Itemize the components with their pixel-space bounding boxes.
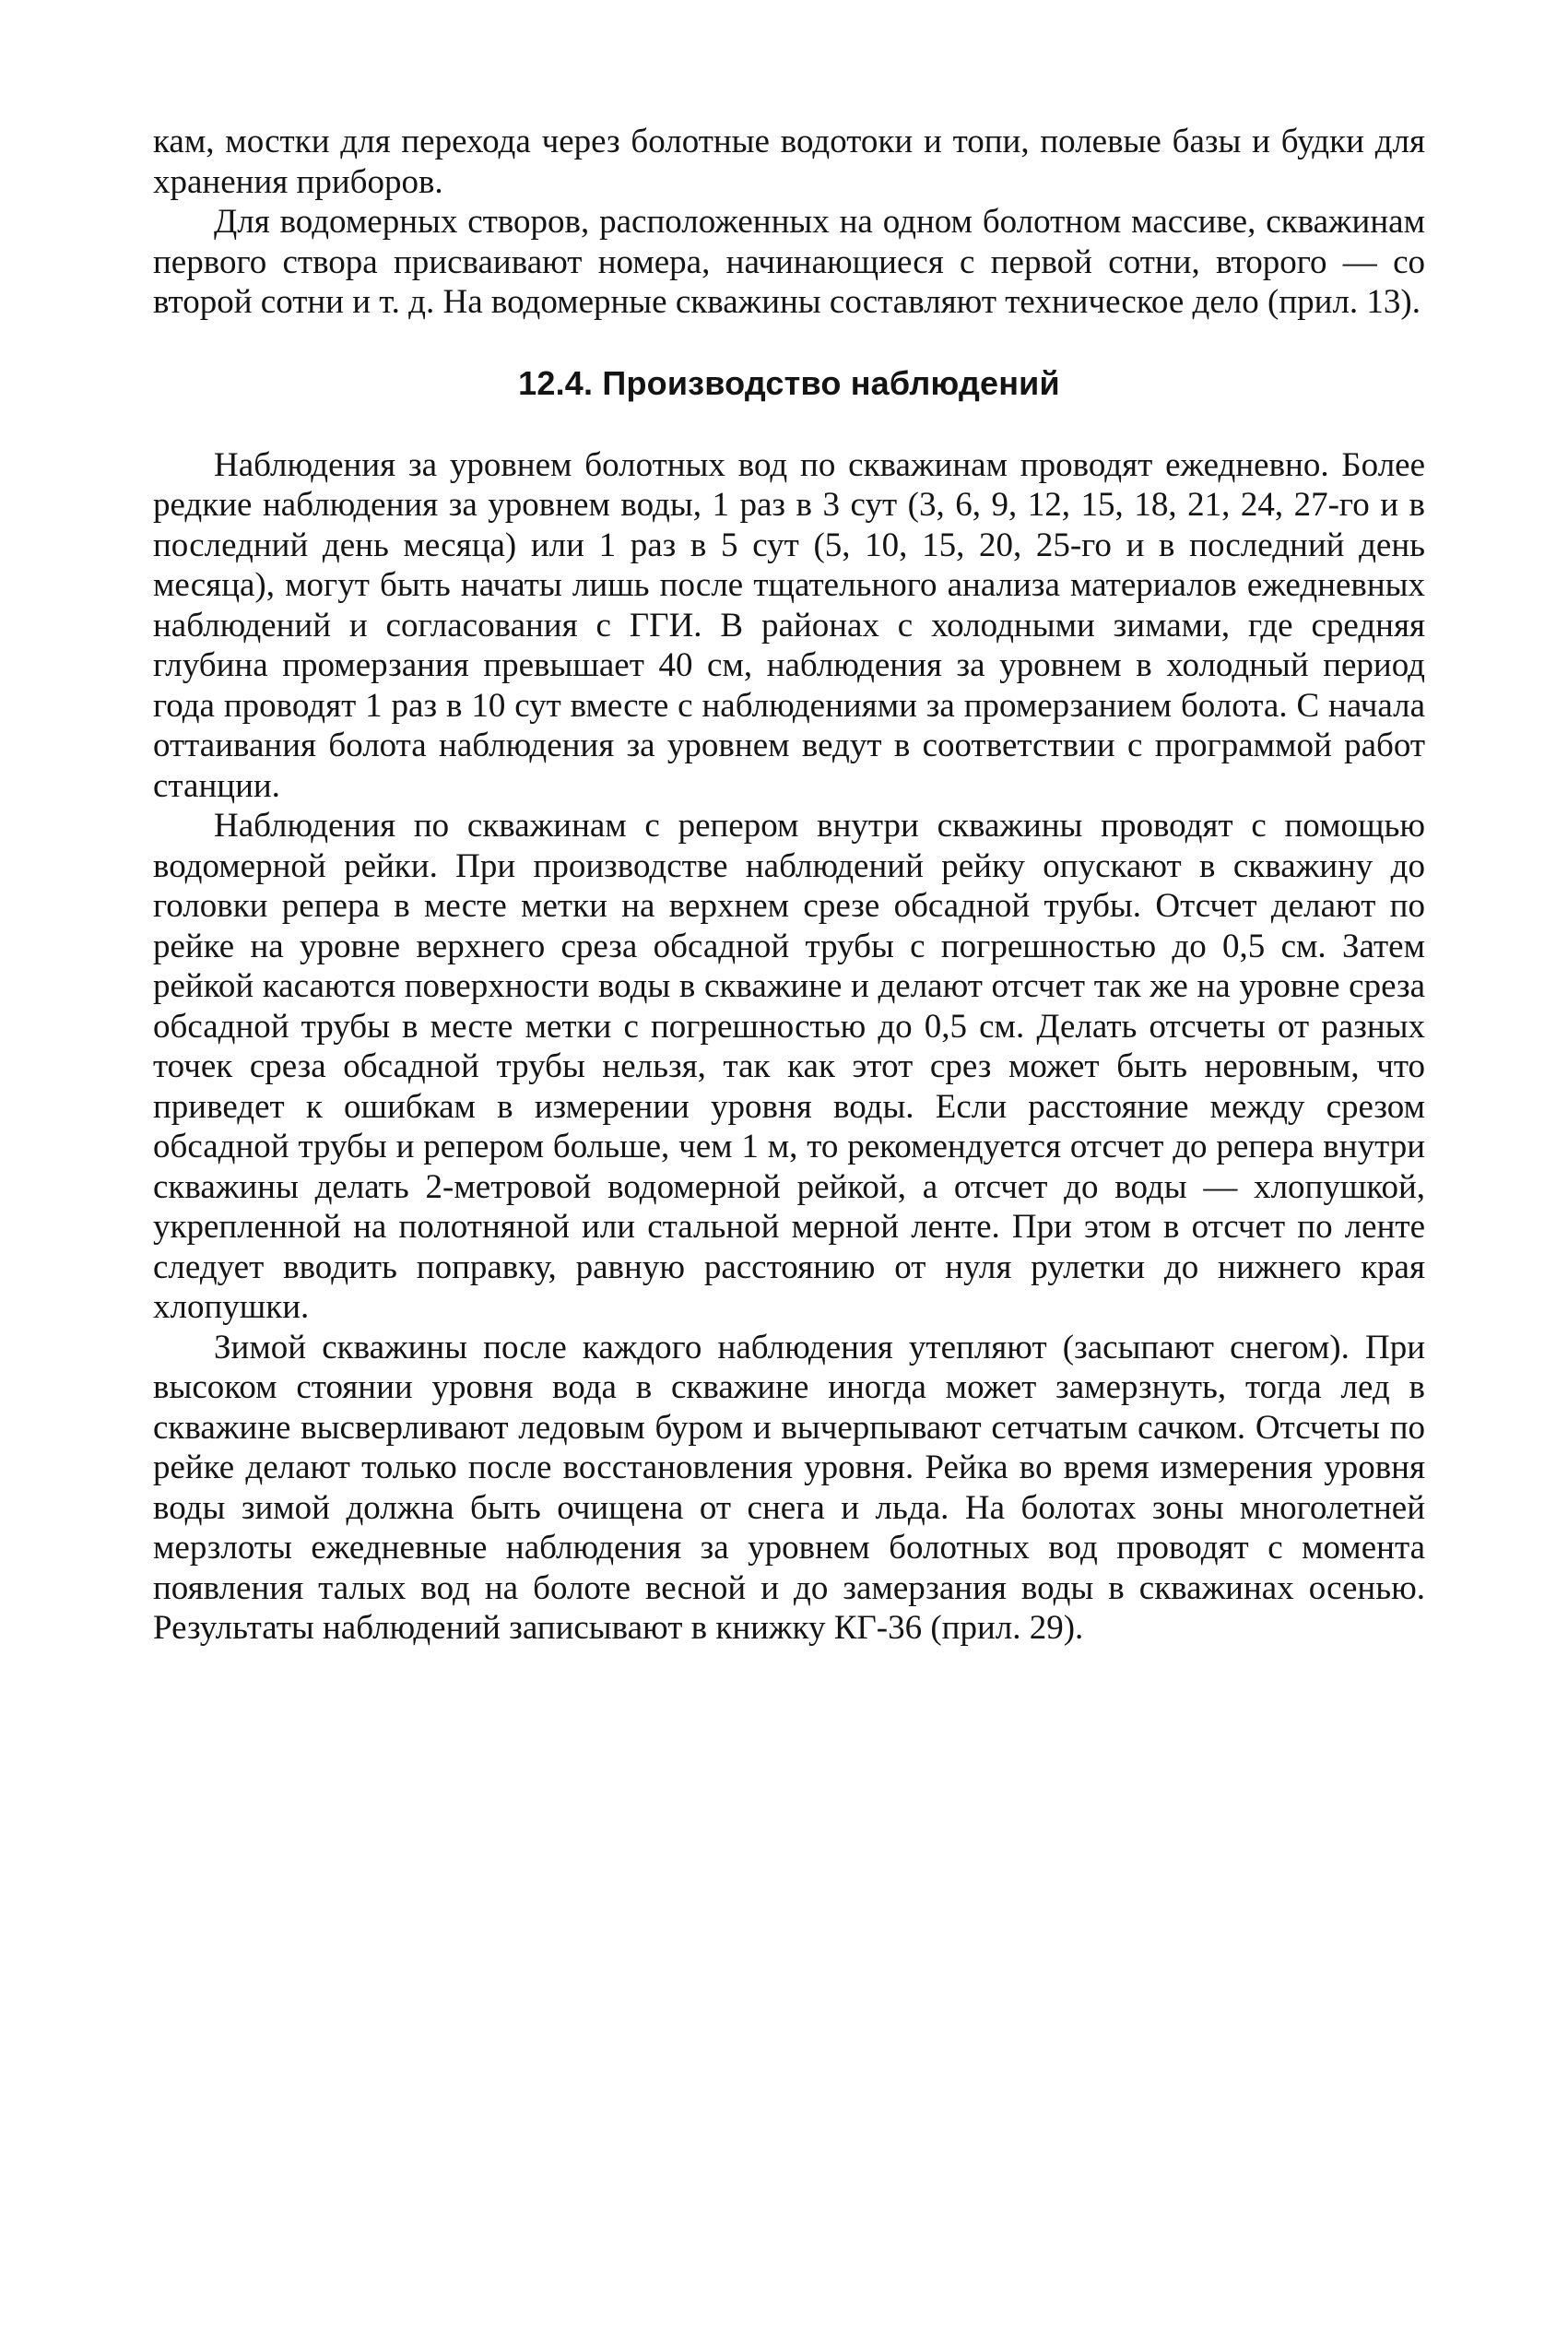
paragraph-gauge-numbering: Для водомерных створов, расположенных на одном болотном массиве, скважинам первого створа присваивают номера, начинающиеся с первой сотни, второго — со второй сотни и т. д. На водомерные скважины составляют техническое дело (прил. 13). <box>153 203 1425 321</box>
paragraph-gauge-readings: Наблюдения по скважинам с репером внутри скважины проводят с помощью водомерной рейки. При производстве наблюдений рейку опускают в скважину до головки репера в месте метки на верхнем срезе обсадной трубы. Отсчет делают по рейке на уровне верхнего среза обсадной трубы с погрешностью до 0,5 см. Затем рейкой касаются поверхности воды в скважине и делают отсчет так же на уровне среза обсадной трубы в месте метки с погрешностью до 0,5 см. Делать отсчеты от разных точек среза обсадной трубы нельзя, так как этот срез может быть неровным, что приведет к ошибкам в измерении уровня воды. Если расстояние между срезом обсадной трубы и репером больше, чем 1 м, то рекомендуется отсчет до репера внутри скважины делать 2-метровой водомерной рейкой, а отсчет до воды — хлопушкой, укрепленной на полотняной или стальной мерной ленте. При этом в отсчет по ленте следует вводить поправку, равную расстоянию от нуля рулетки до нижнего края хлопушки. <box>153 807 1425 1326</box>
section-heading: 12.4. Производство наблюдений <box>518 363 1060 402</box>
paragraph-winter-observations: Зимой скважины после каждого наблюдения утепляют (засыпают снегом). При высоком стоянии уровня вода в скважине иногда может замерзнуть, тогда лед в скважине высверливают ледовым буром и вычерпывают сетчатым сачком. Отсчеты по рейке делают только после восстановления уровня. Рейка во время измерения уровня воды зимой должна быть очищена от снега и льда. На болотах зоны многолетней мерзлоты ежедневные наблюдения за уровнем болотных вод проводят с момента появления талых вод на болоте весной и до замерзания воды в скважинах осенью. Результаты наблюдений записывают в книжку КГ-36 (прил. 29). <box>153 1328 1425 1647</box>
paragraph-continuation: кам, мостки для перехода через болотные водотоки и топи, полевые базы и будки для хранения приборов. <box>153 123 1425 201</box>
paragraph-observation-frequency: Наблюдения за уровнем болотных вод по скважинам проводят ежедневно. Более редкие наблюдения за уровнем воды, 1 раз в 3 сут (3, 6, 9, 12, 15, 18, 21, 24, 27-го и в последний день месяца) или 1 раз в 5 сут (5, 10, 15, 20, 25-го и в последний день месяца), могут быть начаты лишь после тщательного анализа материалов ежедневных наблюдений и согласования с ГГИ. В районах с холодными зимами, где средняя глубина промерзания превышает 40 см, наблюдения за уровнем в холодный период года проводят 1 раз в 10 сут вместе с наблюдениями за промерзанием болота. С начала оттаивания болота наблюдения за уровнем ведут в соответствии с программой работ станции. <box>153 445 1425 805</box>
document-page <box>153 122 1425 1649</box>
